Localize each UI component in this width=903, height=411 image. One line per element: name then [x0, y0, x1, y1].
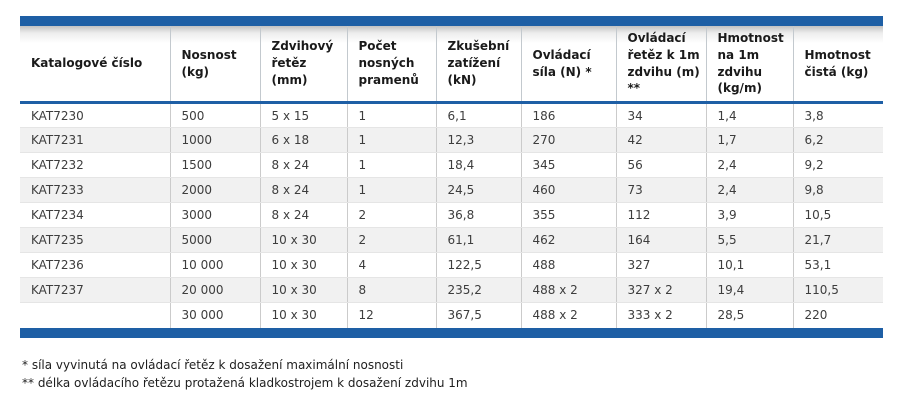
table-cell: 4 — [347, 253, 436, 278]
product-spec-table — [20, 26, 883, 328]
table-cell: 488 x 2 — [521, 278, 616, 303]
table-row — [20, 278, 883, 303]
table-cell: KAT7231 — [20, 128, 170, 153]
table-cell: 10 x 30 — [260, 278, 347, 303]
table-cell: 460 — [521, 178, 616, 203]
table-cell: 333 x 2 — [616, 303, 706, 328]
table-cell: 5,5 — [706, 228, 793, 253]
table-cell: 3,9 — [706, 203, 793, 228]
table-cell: 10,1 — [706, 253, 793, 278]
table-cell: 122,5 — [436, 253, 521, 278]
table-cell: 8 x 24 — [260, 203, 347, 228]
table-cell: 10,5 — [793, 203, 883, 228]
table-cell: 53,1 — [793, 253, 883, 278]
table-cell: 1000 — [170, 128, 260, 153]
table-cell: 5000 — [170, 228, 260, 253]
table-cell: 2,4 — [706, 178, 793, 203]
table-cell: 36,8 — [436, 203, 521, 228]
table-cell: 9,2 — [793, 153, 883, 178]
table-row — [20, 203, 883, 228]
table-cell: 367,5 — [436, 303, 521, 328]
table-cell: 220 — [793, 303, 883, 328]
footnote-max-load-force: * síla vyvinutá na ovládací řetěz k dosažení maximální nosnosti — [22, 358, 404, 372]
table-cell: 1 — [347, 128, 436, 153]
table-cell: 20 000 — [170, 278, 260, 303]
col-header-zdvihovy-retez: Zdvihový řetěz (mm) — [260, 26, 347, 103]
table-cell: 235,2 — [436, 278, 521, 303]
table-cell: 1,4 — [706, 103, 793, 128]
table-cell: 164 — [616, 228, 706, 253]
table-cell: 9,8 — [793, 178, 883, 203]
table-cell: 1 — [347, 153, 436, 178]
table-cell: KAT7230 — [20, 103, 170, 128]
table-cell: 73 — [616, 178, 706, 203]
table-cell: 61,1 — [436, 228, 521, 253]
table-cell: 345 — [521, 153, 616, 178]
table-cell: 10 x 30 — [260, 228, 347, 253]
table-cell: 6,2 — [793, 128, 883, 153]
col-header-ovladaci-retez: Ovládací řetěz k 1m zdvihu (m) ** — [616, 26, 706, 103]
col-header-nosnost: Nosnost (kg) — [170, 26, 260, 103]
col-header-hmotnost-na-1m: Hmotnost na 1m zdvihu (kg/m) — [706, 26, 793, 103]
table-cell: 112 — [616, 203, 706, 228]
table-cell: 1 — [347, 178, 436, 203]
table-cell: 8 — [347, 278, 436, 303]
footnotes — [22, 356, 468, 392]
table-cell: 18,4 — [436, 153, 521, 178]
table-row — [20, 303, 883, 328]
table-cell: 10 x 30 — [260, 253, 347, 278]
table-row — [20, 128, 883, 153]
table-cell: 327 x 2 — [616, 278, 706, 303]
table-cell: KAT7232 — [20, 153, 170, 178]
table-cell: 8 x 24 — [260, 178, 347, 203]
catalog-table-panel — [20, 16, 883, 338]
table-cell: 462 — [521, 228, 616, 253]
table-cell: 3,8 — [793, 103, 883, 128]
table-cell: KAT7234 — [20, 203, 170, 228]
table-cell: 1500 — [170, 153, 260, 178]
table-cell: 10 x 30 — [260, 303, 347, 328]
table-row — [20, 178, 883, 203]
table-cell: 1,7 — [706, 128, 793, 153]
table-cell: 28,5 — [706, 303, 793, 328]
table-top-accent-bar — [20, 16, 883, 26]
table-cell: 500 — [170, 103, 260, 128]
table-cell: 12 — [347, 303, 436, 328]
table-cell: 270 — [521, 128, 616, 153]
col-header-ovladaci-sila: Ovládací síla (N) * — [521, 26, 616, 103]
table-cell: KAT7235 — [20, 228, 170, 253]
table-row — [20, 153, 883, 178]
col-header-hmotnost-cista: Hmotnost čistá (kg) — [793, 26, 883, 103]
table-cell: 355 — [521, 203, 616, 228]
table-cell: KAT7233 — [20, 178, 170, 203]
table-cell: 6 x 18 — [260, 128, 347, 153]
table-cell: 19,4 — [706, 278, 793, 303]
table-cell: 12,3 — [436, 128, 521, 153]
table-cell: 488 — [521, 253, 616, 278]
table-cell: 56 — [616, 153, 706, 178]
table-cell: 2000 — [170, 178, 260, 203]
table-cell: 34 — [616, 103, 706, 128]
table-cell: 42 — [616, 128, 706, 153]
table-cell: 8 x 24 — [260, 153, 347, 178]
table-row — [20, 253, 883, 278]
footnote-chain-length: ** délka ovládacího řetězu protažená kladkostrojem k dosažení zdvihu 1m — [22, 376, 468, 390]
table-cell: KAT7236 — [20, 253, 170, 278]
table-cell: 110,5 — [793, 278, 883, 303]
table-cell: KAT7237 — [20, 278, 170, 303]
col-header-katalogove-cislo: Katalogové číslo — [20, 26, 170, 103]
table-cell: 5 x 15 — [260, 103, 347, 128]
table-cell: 21,7 — [793, 228, 883, 253]
table-cell — [20, 303, 170, 328]
table-cell: 6,1 — [436, 103, 521, 128]
table-cell: 327 — [616, 253, 706, 278]
col-header-pocet-nosnych-pramenu: Počet nosných pramenů — [347, 26, 436, 103]
table-cell: 30 000 — [170, 303, 260, 328]
table-cell: 3000 — [170, 203, 260, 228]
table-cell: 1 — [347, 103, 436, 128]
table-cell: 2 — [347, 203, 436, 228]
col-header-zkusebni-zatizeni: Zkušební zatížení (kN) — [436, 26, 521, 103]
table-row — [20, 228, 883, 253]
table-cell: 24,5 — [436, 178, 521, 203]
table-header-row — [20, 26, 883, 103]
table-row — [20, 103, 883, 128]
table-cell: 2,4 — [706, 153, 793, 178]
table-cell: 488 x 2 — [521, 303, 616, 328]
table-bottom-accent-bar — [20, 328, 883, 338]
table-cell: 10 000 — [170, 253, 260, 278]
table-cell: 186 — [521, 103, 616, 128]
table-cell: 2 — [347, 228, 436, 253]
table-body — [20, 103, 883, 328]
